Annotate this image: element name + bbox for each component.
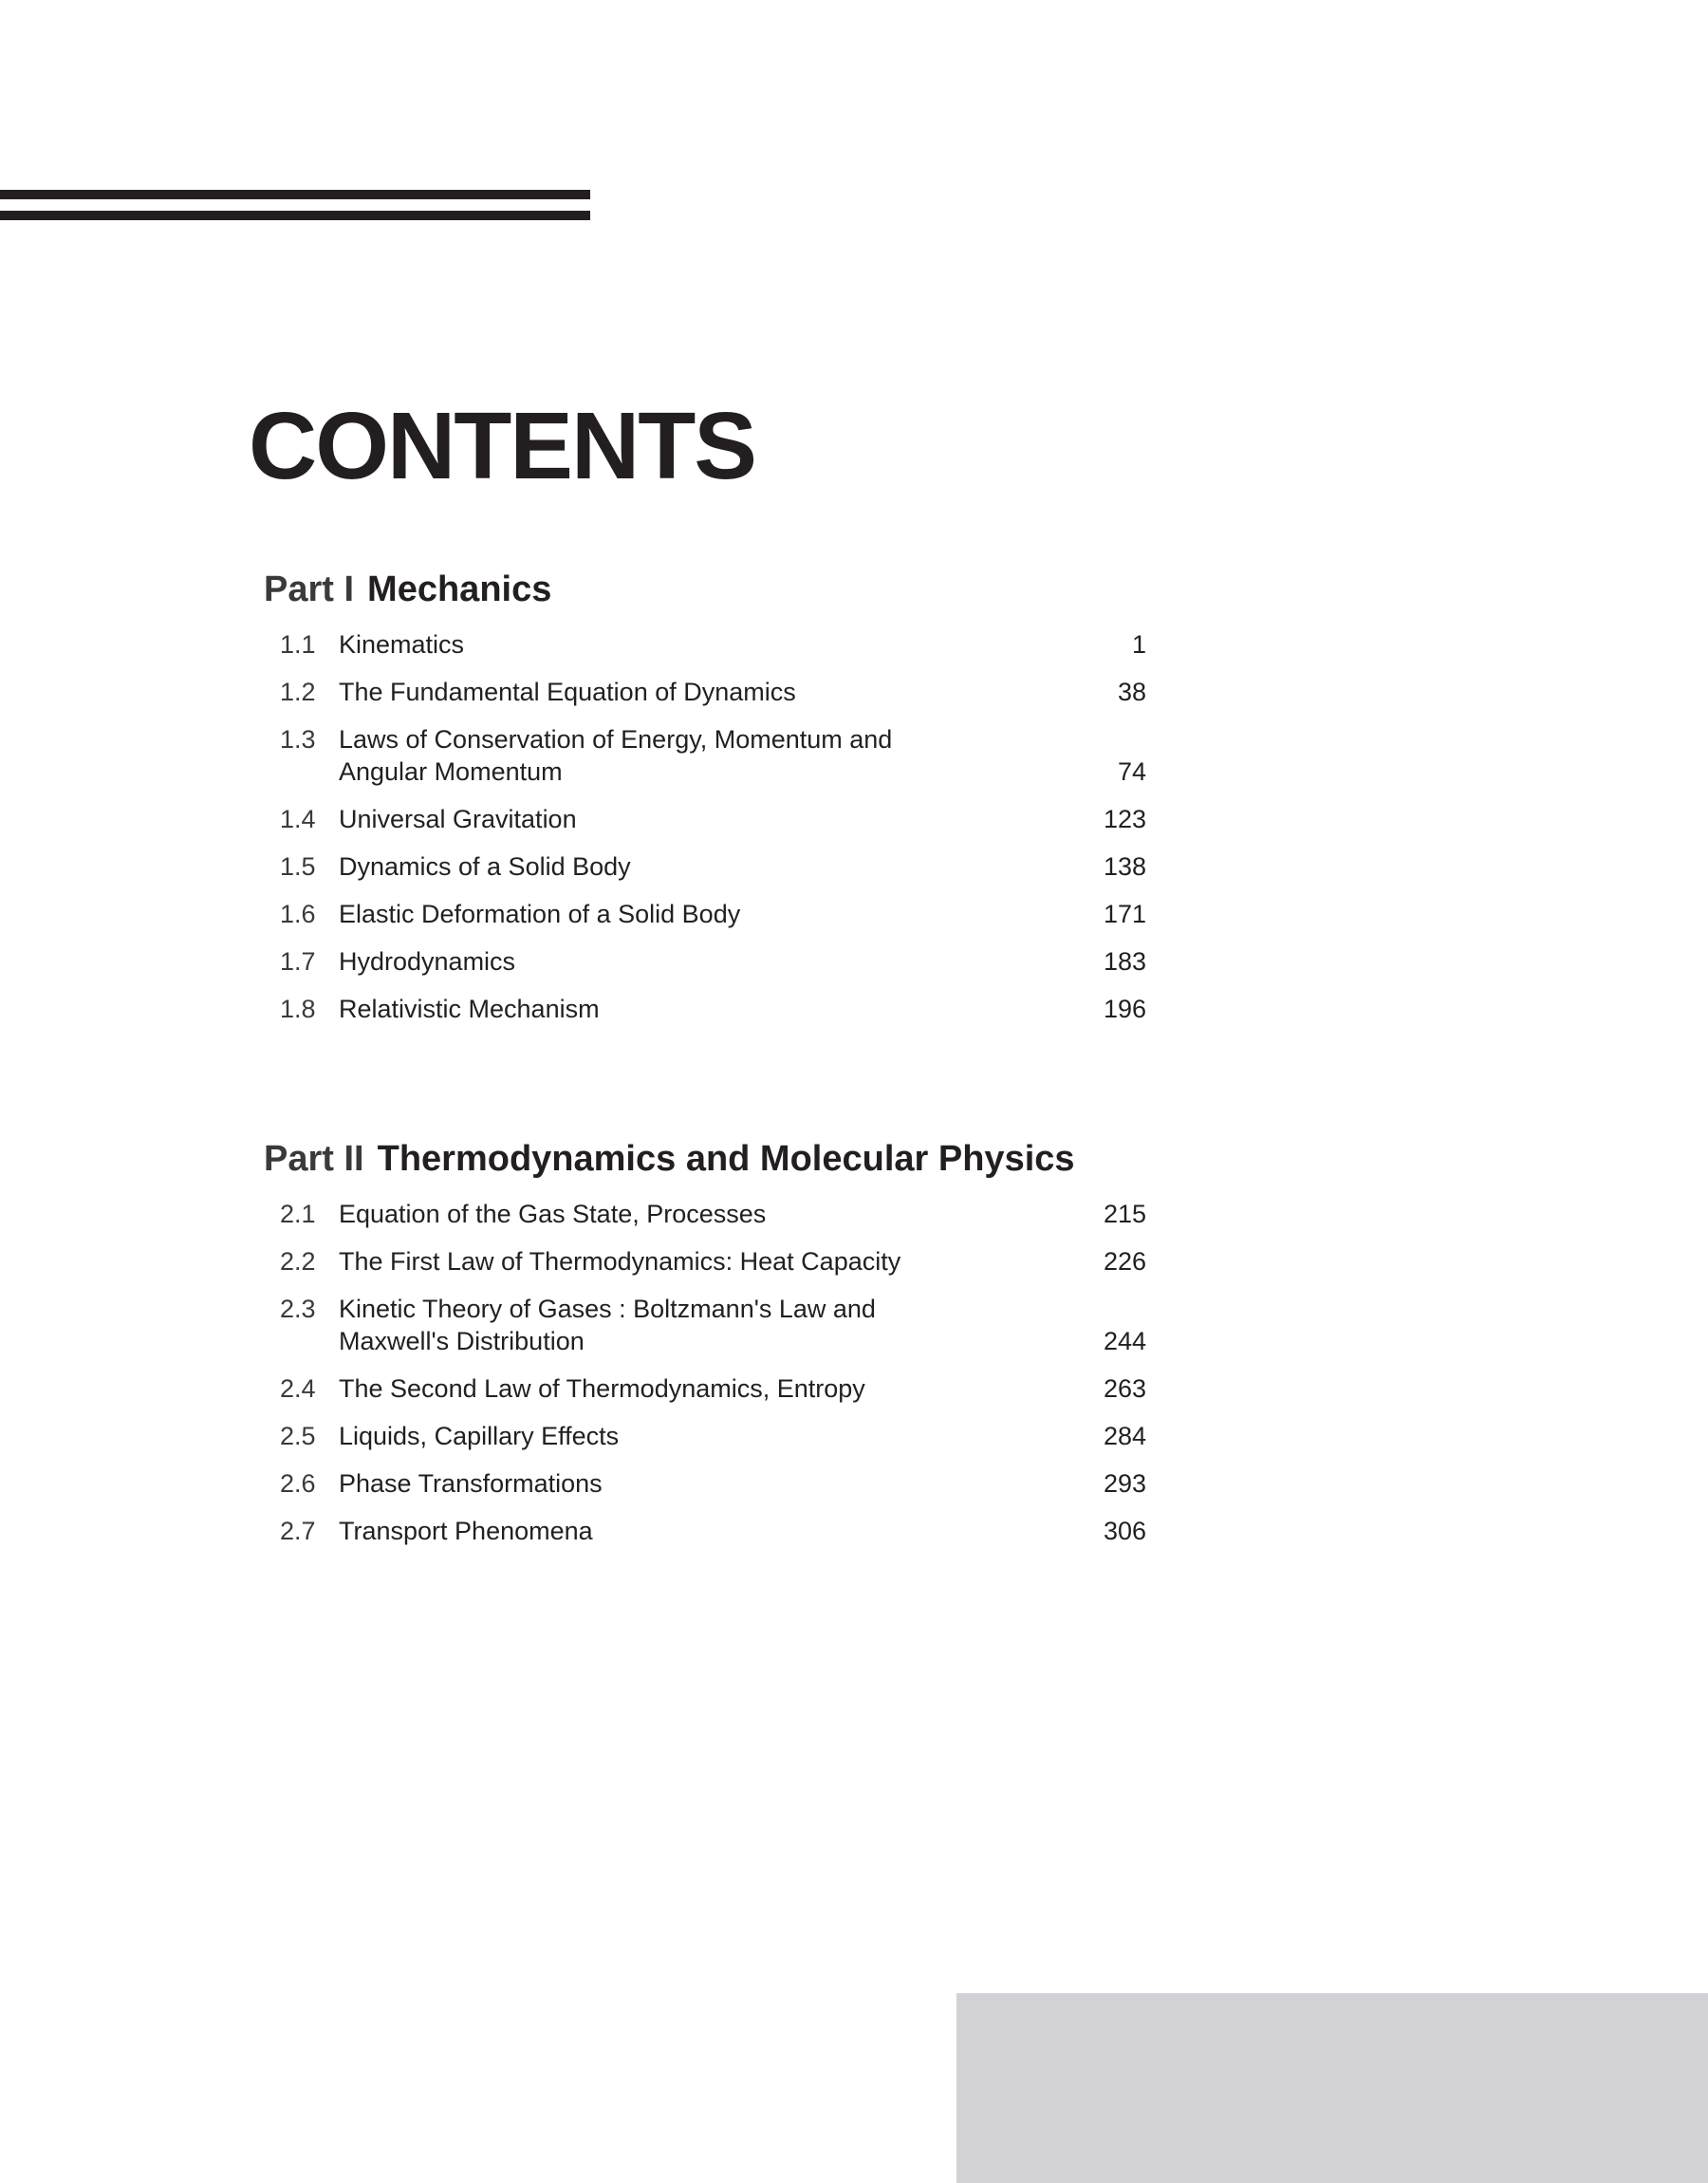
toc-entry-number: 2.1: [280, 1200, 316, 1228]
part-heading: [264, 566, 1146, 613]
part-heading: [264, 1135, 1146, 1183]
toc-entry-title-line: Laws of Conservation of Energy, Momentum and: [339, 725, 893, 754]
toc-entry-page: 171: [1103, 900, 1146, 928]
toc-entry-page: 74: [1117, 757, 1146, 786]
toc-entry-title: The First Law of Thermodynamics: Heat Capacity: [339, 1247, 901, 1276]
toc-entry[interactable]: [264, 1198, 1146, 1230]
toc-entry-title: Liquids, Capillary Effects: [339, 1422, 620, 1450]
part-title: Thermodynamics and Molecular Physics: [377, 1139, 1075, 1179]
corner-grey-block: [956, 1993, 1708, 2183]
toc-entry[interactable]: [264, 945, 1146, 978]
toc-entry-title: Transport Phenomena: [339, 1517, 593, 1545]
toc-entry[interactable]: [264, 723, 1146, 788]
toc-entry-page: 196: [1103, 995, 1146, 1023]
toc-entry-number: 2.6: [280, 1469, 316, 1498]
toc-entry-title: The Fundamental Equation of Dynamics: [339, 678, 796, 706]
header-rule-bottom: [0, 211, 590, 220]
part-label: Part II: [264, 1139, 364, 1179]
part-1-section: [264, 566, 1146, 1025]
toc-entry[interactable]: [264, 1372, 1146, 1405]
part-2-section: [264, 1135, 1146, 1547]
toc-entry-title: Elastic Deformation of a Solid Body: [339, 900, 741, 928]
toc-entry[interactable]: [264, 676, 1146, 708]
toc-entry-title: Phase Transformations: [339, 1469, 603, 1498]
toc-entry[interactable]: [264, 1293, 1146, 1357]
toc-entry-number: 1.7: [280, 947, 316, 976]
toc-entry-number: 2.4: [280, 1374, 316, 1403]
toc-entry-page: 293: [1103, 1469, 1146, 1498]
toc-entry-title-line: Maxwell's Distribution: [339, 1327, 585, 1355]
toc-entry-page: 306: [1103, 1517, 1146, 1545]
toc-entry-number: 1.5: [280, 852, 316, 881]
toc-entry-title: Hydrodynamics: [339, 947, 516, 976]
toc-entry-number: 1.6: [280, 900, 316, 928]
toc-entry-number: 1.4: [280, 805, 316, 833]
toc-entry-number: 1.2: [280, 678, 316, 706]
page-title: CONTENTS: [249, 393, 755, 499]
toc-entry-title: Universal Gravitation: [339, 805, 577, 833]
toc-entry-title: The Second Law of Thermodynamics, Entropy: [339, 1374, 865, 1403]
toc-entry[interactable]: [264, 1245, 1146, 1278]
toc-entry-title: [339, 1293, 1070, 1357]
toc-entry[interactable]: [264, 993, 1146, 1025]
toc-entry-number: 2.7: [280, 1517, 316, 1545]
header-rule-top: [0, 190, 590, 199]
toc-entry-number: 2.5: [280, 1422, 316, 1450]
toc-entry-page: 38: [1117, 678, 1146, 706]
toc-entry-title: Equation of the Gas State, Processes: [339, 1200, 767, 1228]
toc-entry[interactable]: [264, 1420, 1146, 1452]
toc-entry-number: 2.2: [280, 1247, 316, 1276]
toc-entry[interactable]: [264, 898, 1146, 930]
toc-entry[interactable]: [264, 628, 1146, 661]
toc-entry[interactable]: [264, 1515, 1146, 1547]
part-title: Mechanics: [367, 569, 552, 609]
toc-entry-number: 2.3: [280, 1295, 316, 1323]
toc-entry-number: 1.8: [280, 995, 316, 1023]
toc-entry-page: 263: [1103, 1374, 1146, 1403]
toc-entry[interactable]: [264, 803, 1146, 835]
toc-entry-number: 1.1: [280, 630, 316, 659]
toc-entry-page: 215: [1103, 1200, 1146, 1228]
toc-entry-title-line: Kinetic Theory of Gases : Boltzmann's Law and: [339, 1295, 876, 1323]
part-label: Part I: [264, 569, 355, 609]
toc-entry-title: Relativistic Mechanism: [339, 995, 600, 1023]
toc-entry-page: 284: [1103, 1422, 1146, 1450]
toc-entry-page: 226: [1103, 1247, 1146, 1276]
toc-entry-title-line: Angular Momentum: [339, 757, 563, 786]
toc-entry[interactable]: [264, 1467, 1146, 1500]
toc-entry-title: [339, 723, 1070, 788]
toc-entry-page: 1: [1131, 630, 1146, 659]
toc-entry-title: Kinematics: [339, 630, 465, 659]
toc-entry-number: 1.3: [280, 725, 316, 754]
toc-entry-page: 183: [1103, 947, 1146, 976]
toc-entry-page: 244: [1103, 1327, 1146, 1355]
toc-entry-page: 138: [1103, 852, 1146, 881]
toc-entry-page: 123: [1103, 805, 1146, 833]
toc-entry-title: Dynamics of a Solid Body: [339, 852, 631, 881]
toc-entry[interactable]: [264, 850, 1146, 883]
